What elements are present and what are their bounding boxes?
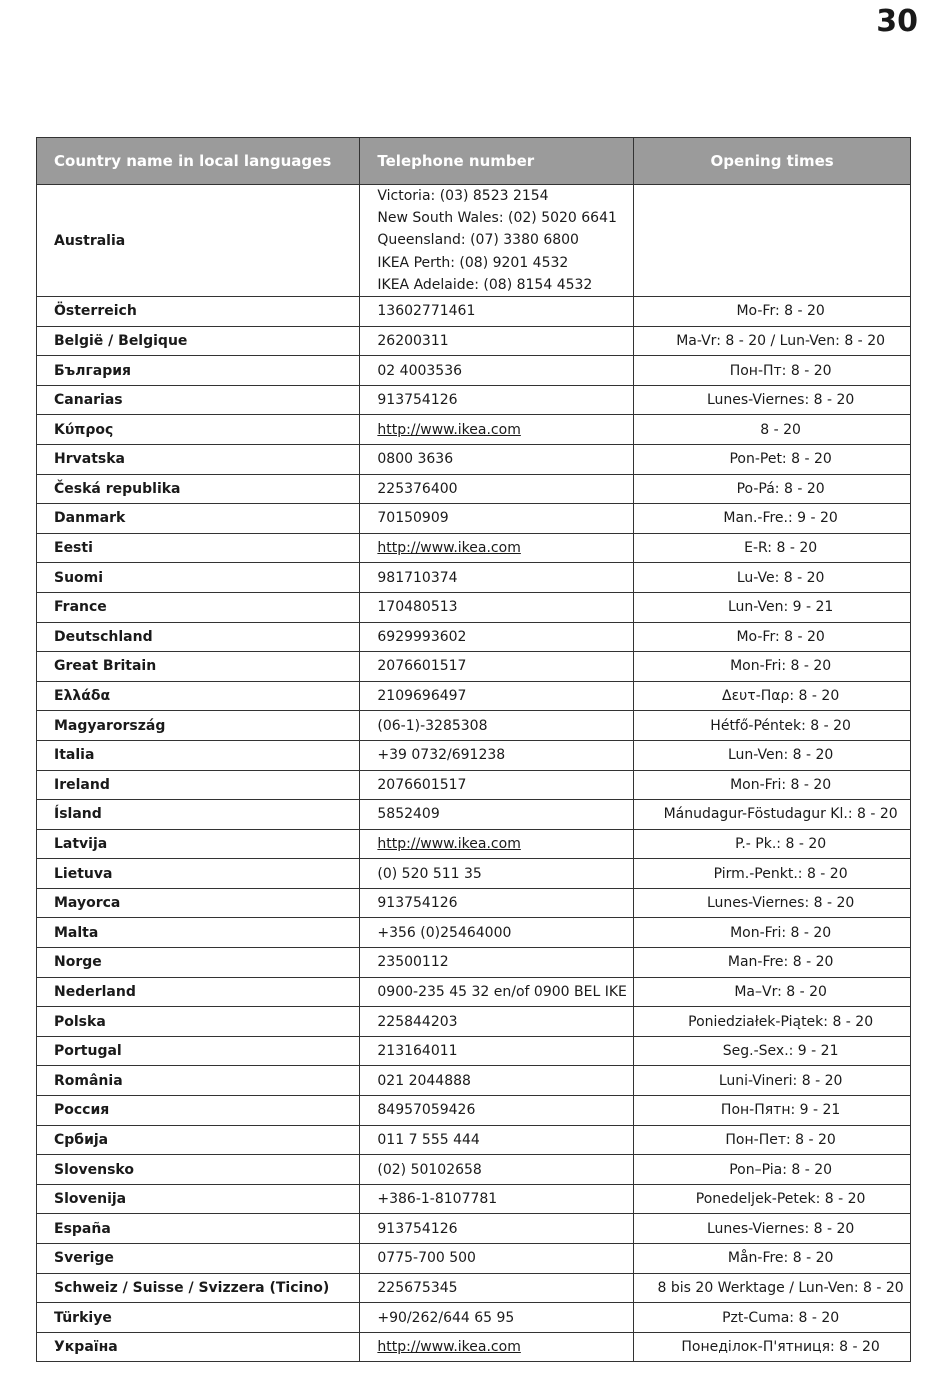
country-cell: Australia [37, 185, 360, 297]
opening-times-cell: P.- Pk.: 8 - 20 [634, 829, 911, 859]
country-cell: Türkiye [37, 1303, 360, 1333]
phone-cell: 225675345 [360, 1273, 634, 1303]
opening-times-cell: Пон-Пт: 8 - 20 [634, 356, 911, 386]
country-cell: Sverige [37, 1244, 360, 1274]
opening-times-cell: Pzt-Cuma: 8 - 20 [634, 1303, 911, 1333]
table-row [37, 888, 911, 918]
table-row [37, 977, 911, 1007]
opening-times-cell: Pon–Pia: 8 - 20 [634, 1155, 911, 1185]
table-row [37, 356, 911, 386]
opening-times-cell: Pon-Pet: 8 - 20 [634, 444, 911, 474]
table-row [37, 1155, 911, 1185]
contact-table [36, 137, 911, 1362]
phone-cell: 6929993602 [360, 622, 634, 652]
country-cell: Ελλάδα [37, 681, 360, 711]
table-row [37, 1303, 911, 1333]
opening-times-cell: Mån-Fre: 8 - 20 [634, 1244, 911, 1274]
country-cell: Malta [37, 918, 360, 948]
phone-cell: 011 7 555 444 [360, 1125, 634, 1155]
table-row [37, 859, 911, 889]
phone-cell: +39 0732/691238 [360, 740, 634, 770]
table-row [37, 622, 911, 652]
phone-cell: 213164011 [360, 1036, 634, 1066]
opening-times-cell: Ponedeljek-Petek: 8 - 20 [634, 1184, 911, 1214]
country-cell: Latvija [37, 829, 360, 859]
phone-cell [360, 415, 634, 445]
phone-cell: 2076601517 [360, 652, 634, 682]
table-row [37, 1096, 911, 1126]
opening-times-cell: 8 bis 20 Werktage / Lun-Ven: 8 - 20 [634, 1273, 911, 1303]
table-row [37, 1036, 911, 1066]
phone-cell: 170480513 [360, 592, 634, 622]
opening-times-cell: 8 - 20 [634, 415, 911, 445]
opening-times-cell: Пон-Пет: 8 - 20 [634, 1125, 911, 1155]
country-cell: Ísland [37, 800, 360, 830]
phone-cell: 913754126 [360, 385, 634, 415]
table-row [37, 681, 911, 711]
country-cell: Slovensko [37, 1155, 360, 1185]
website-link[interactable]: http://www.ikea.com [377, 540, 521, 557]
opening-times-cell: Δευτ-Παρ: 8 - 20 [634, 681, 911, 711]
country-cell: Κύπρος [37, 415, 360, 445]
country-cell: Italia [37, 740, 360, 770]
opening-times-cell: Lunes-Viernes: 8 - 20 [634, 888, 911, 918]
country-cell: Mayorca [37, 888, 360, 918]
table-row [37, 1214, 911, 1244]
country-cell: Suomi [37, 563, 360, 593]
opening-times-cell: Poniedziałek-Piątek: 8 - 20 [634, 1007, 911, 1037]
country-cell: Portugal [37, 1036, 360, 1066]
phone-cell: 2109696497 [360, 681, 634, 711]
header-opening-times: Opening times [634, 138, 911, 185]
country-cell: France [37, 592, 360, 622]
table-row [37, 711, 911, 741]
table-header-row [37, 138, 911, 185]
opening-times-cell: Lu-Ve: 8 - 20 [634, 563, 911, 593]
table-row [37, 563, 911, 593]
country-cell: Česká republika [37, 474, 360, 504]
table-row [37, 1066, 911, 1096]
phone-cell: 981710374 [360, 563, 634, 593]
phone-cell: 84957059426 [360, 1096, 634, 1126]
table-row [37, 1332, 911, 1362]
country-cell: Nederland [37, 977, 360, 1007]
table-row [37, 948, 911, 978]
phone-cell: 0800 3636 [360, 444, 634, 474]
opening-times-cell: Mon-Fri: 8 - 20 [634, 770, 911, 800]
phone-line: Queensland: (07) 3380 6800 [377, 232, 579, 249]
table-row [37, 1184, 911, 1214]
opening-times-cell: Man-Fre: 8 - 20 [634, 948, 911, 978]
phone-cell [360, 829, 634, 859]
table-row [37, 592, 911, 622]
phone-cell: 2076601517 [360, 770, 634, 800]
country-cell: Österreich [37, 297, 360, 327]
phone-cell: 0900-235 45 32 en/of 0900 BEL IKE [360, 977, 634, 1007]
opening-times-cell: Lunes-Viernes: 8 - 20 [634, 1214, 911, 1244]
country-cell: Schweiz / Suisse / Svizzera (Ticino) [37, 1273, 360, 1303]
table-row [37, 474, 911, 504]
page-number: 30 [876, 4, 918, 39]
header-country: Country name in local languages [37, 138, 360, 185]
country-cell: Magyarország [37, 711, 360, 741]
opening-times-cell: Lun-Ven: 8 - 20 [634, 740, 911, 770]
country-cell: Deutschland [37, 622, 360, 652]
phone-cell: 02 4003536 [360, 356, 634, 386]
table-row [37, 385, 911, 415]
website-link[interactable]: http://www.ikea.com [377, 421, 521, 438]
table-row [37, 504, 911, 534]
website-link[interactable]: http://www.ikea.com [377, 836, 521, 852]
table-row [37, 918, 911, 948]
table-row-australia [37, 185, 911, 297]
phone-cell: +386-1-8107781 [360, 1184, 634, 1214]
phone-line: IKEA Adelaide: (08) 8154 4532 [377, 276, 593, 293]
country-cell: Ireland [37, 770, 360, 800]
country-cell: Polska [37, 1007, 360, 1037]
table-row [37, 1244, 911, 1274]
phone-cell: +356 (0)25464000 [360, 918, 634, 948]
phone-line: Victoria: (03) 8523 2154 [377, 188, 549, 204]
phone-line: IKEA Perth: (08) 9201 4532 [377, 254, 569, 271]
country-cell: България [37, 356, 360, 386]
country-cell: Slovenija [37, 1184, 360, 1214]
opening-times-cell: Mon-Fri: 8 - 20 [634, 918, 911, 948]
table-row [37, 444, 911, 474]
opening-times-cell: Lun-Ven: 9 - 21 [634, 592, 911, 622]
phone-cell [360, 1332, 634, 1362]
country-cell: Hrvatska [37, 444, 360, 474]
phone-cell: 021 2044888 [360, 1066, 634, 1096]
opening-times-cell: Seg.-Sex.: 9 - 21 [634, 1036, 911, 1066]
opening-times-cell [634, 185, 911, 297]
phone-cell: +90/262/644 65 95 [360, 1303, 634, 1333]
country-cell: Eesti [37, 533, 360, 563]
table-row [37, 770, 911, 800]
phone-cell: 5852409 [360, 800, 634, 830]
table-row [37, 533, 911, 563]
opening-times-cell: Пон-Пятн: 9 - 21 [634, 1096, 911, 1126]
opening-times-cell: E-R: 8 - 20 [634, 533, 911, 563]
website-link[interactable]: http://www.ikea.com [377, 1339, 521, 1356]
country-cell: Россия [37, 1096, 360, 1126]
opening-times-cell: Luni-Vineri: 8 - 20 [634, 1066, 911, 1096]
phone-cell: 13602771461 [360, 297, 634, 327]
opening-times-cell: Понеділок-П'ятниця: 8 - 20 [634, 1332, 911, 1362]
opening-times-cell: Mo-Fr: 8 - 20 [634, 622, 911, 652]
opening-times-cell: Mánudagur-Föstudagur Kl.: 8 - 20 [634, 800, 911, 830]
phone-cell: (0) 520 511 35 [360, 859, 634, 889]
phone-cell: (06-1)-3285308 [360, 711, 634, 741]
opening-times-cell: Mo-Fr: 8 - 20 [634, 297, 911, 327]
table-row [37, 652, 911, 682]
table-row [37, 326, 911, 356]
table-row [37, 740, 911, 770]
country-cell: Україна [37, 1332, 360, 1362]
phone-cell: (02) 50102658 [360, 1155, 634, 1185]
phone-cell: 225844203 [360, 1007, 634, 1037]
phone-line: New South Wales: (02) 5020 6641 [377, 210, 617, 227]
country-cell: Danmark [37, 504, 360, 534]
opening-times-cell: Hétfő-Péntek: 8 - 20 [634, 711, 911, 741]
phone-cell: 23500112 [360, 948, 634, 978]
opening-times-cell: Ma-Vr: 8 - 20 / Lun-Ven: 8 - 20 [634, 326, 911, 356]
opening-times-cell: Lunes-Viernes: 8 - 20 [634, 385, 911, 415]
table-row [37, 297, 911, 327]
country-cell: España [37, 1214, 360, 1244]
phone-cell: 0775-700 500 [360, 1244, 634, 1274]
phone-cell: 26200311 [360, 326, 634, 356]
phone-cell [360, 533, 634, 563]
opening-times-cell: Man.-Fre.: 9 - 20 [634, 504, 911, 534]
phone-cell: 913754126 [360, 888, 634, 918]
opening-times-cell: Pirm.-Penkt.: 8 - 20 [634, 859, 911, 889]
phone-cell: 225376400 [360, 474, 634, 504]
phone-cell: 913754126 [360, 1214, 634, 1244]
phone-cell: 70150909 [360, 504, 634, 534]
country-cell: Canarias [37, 385, 360, 415]
header-phone: Telephone number [360, 138, 634, 185]
table-row [37, 1273, 911, 1303]
country-cell: België / Belgique [37, 326, 360, 356]
table-row [37, 1007, 911, 1037]
country-cell: Србија [37, 1125, 360, 1155]
table-body [37, 185, 911, 1362]
country-cell: Norge [37, 948, 360, 978]
country-cell: România [37, 1066, 360, 1096]
country-cell: Great Britain [37, 652, 360, 682]
table-row [37, 800, 911, 830]
country-cell: Lietuva [37, 859, 360, 889]
opening-times-cell: Po-Pá: 8 - 20 [634, 474, 911, 504]
table-row [37, 1125, 911, 1155]
table-row [37, 415, 911, 445]
phone-cell-multi [360, 185, 634, 297]
opening-times-cell: Ma–Vr: 8 - 20 [634, 977, 911, 1007]
opening-times-cell: Mon-Fri: 8 - 20 [634, 652, 911, 682]
table-row [37, 829, 911, 859]
